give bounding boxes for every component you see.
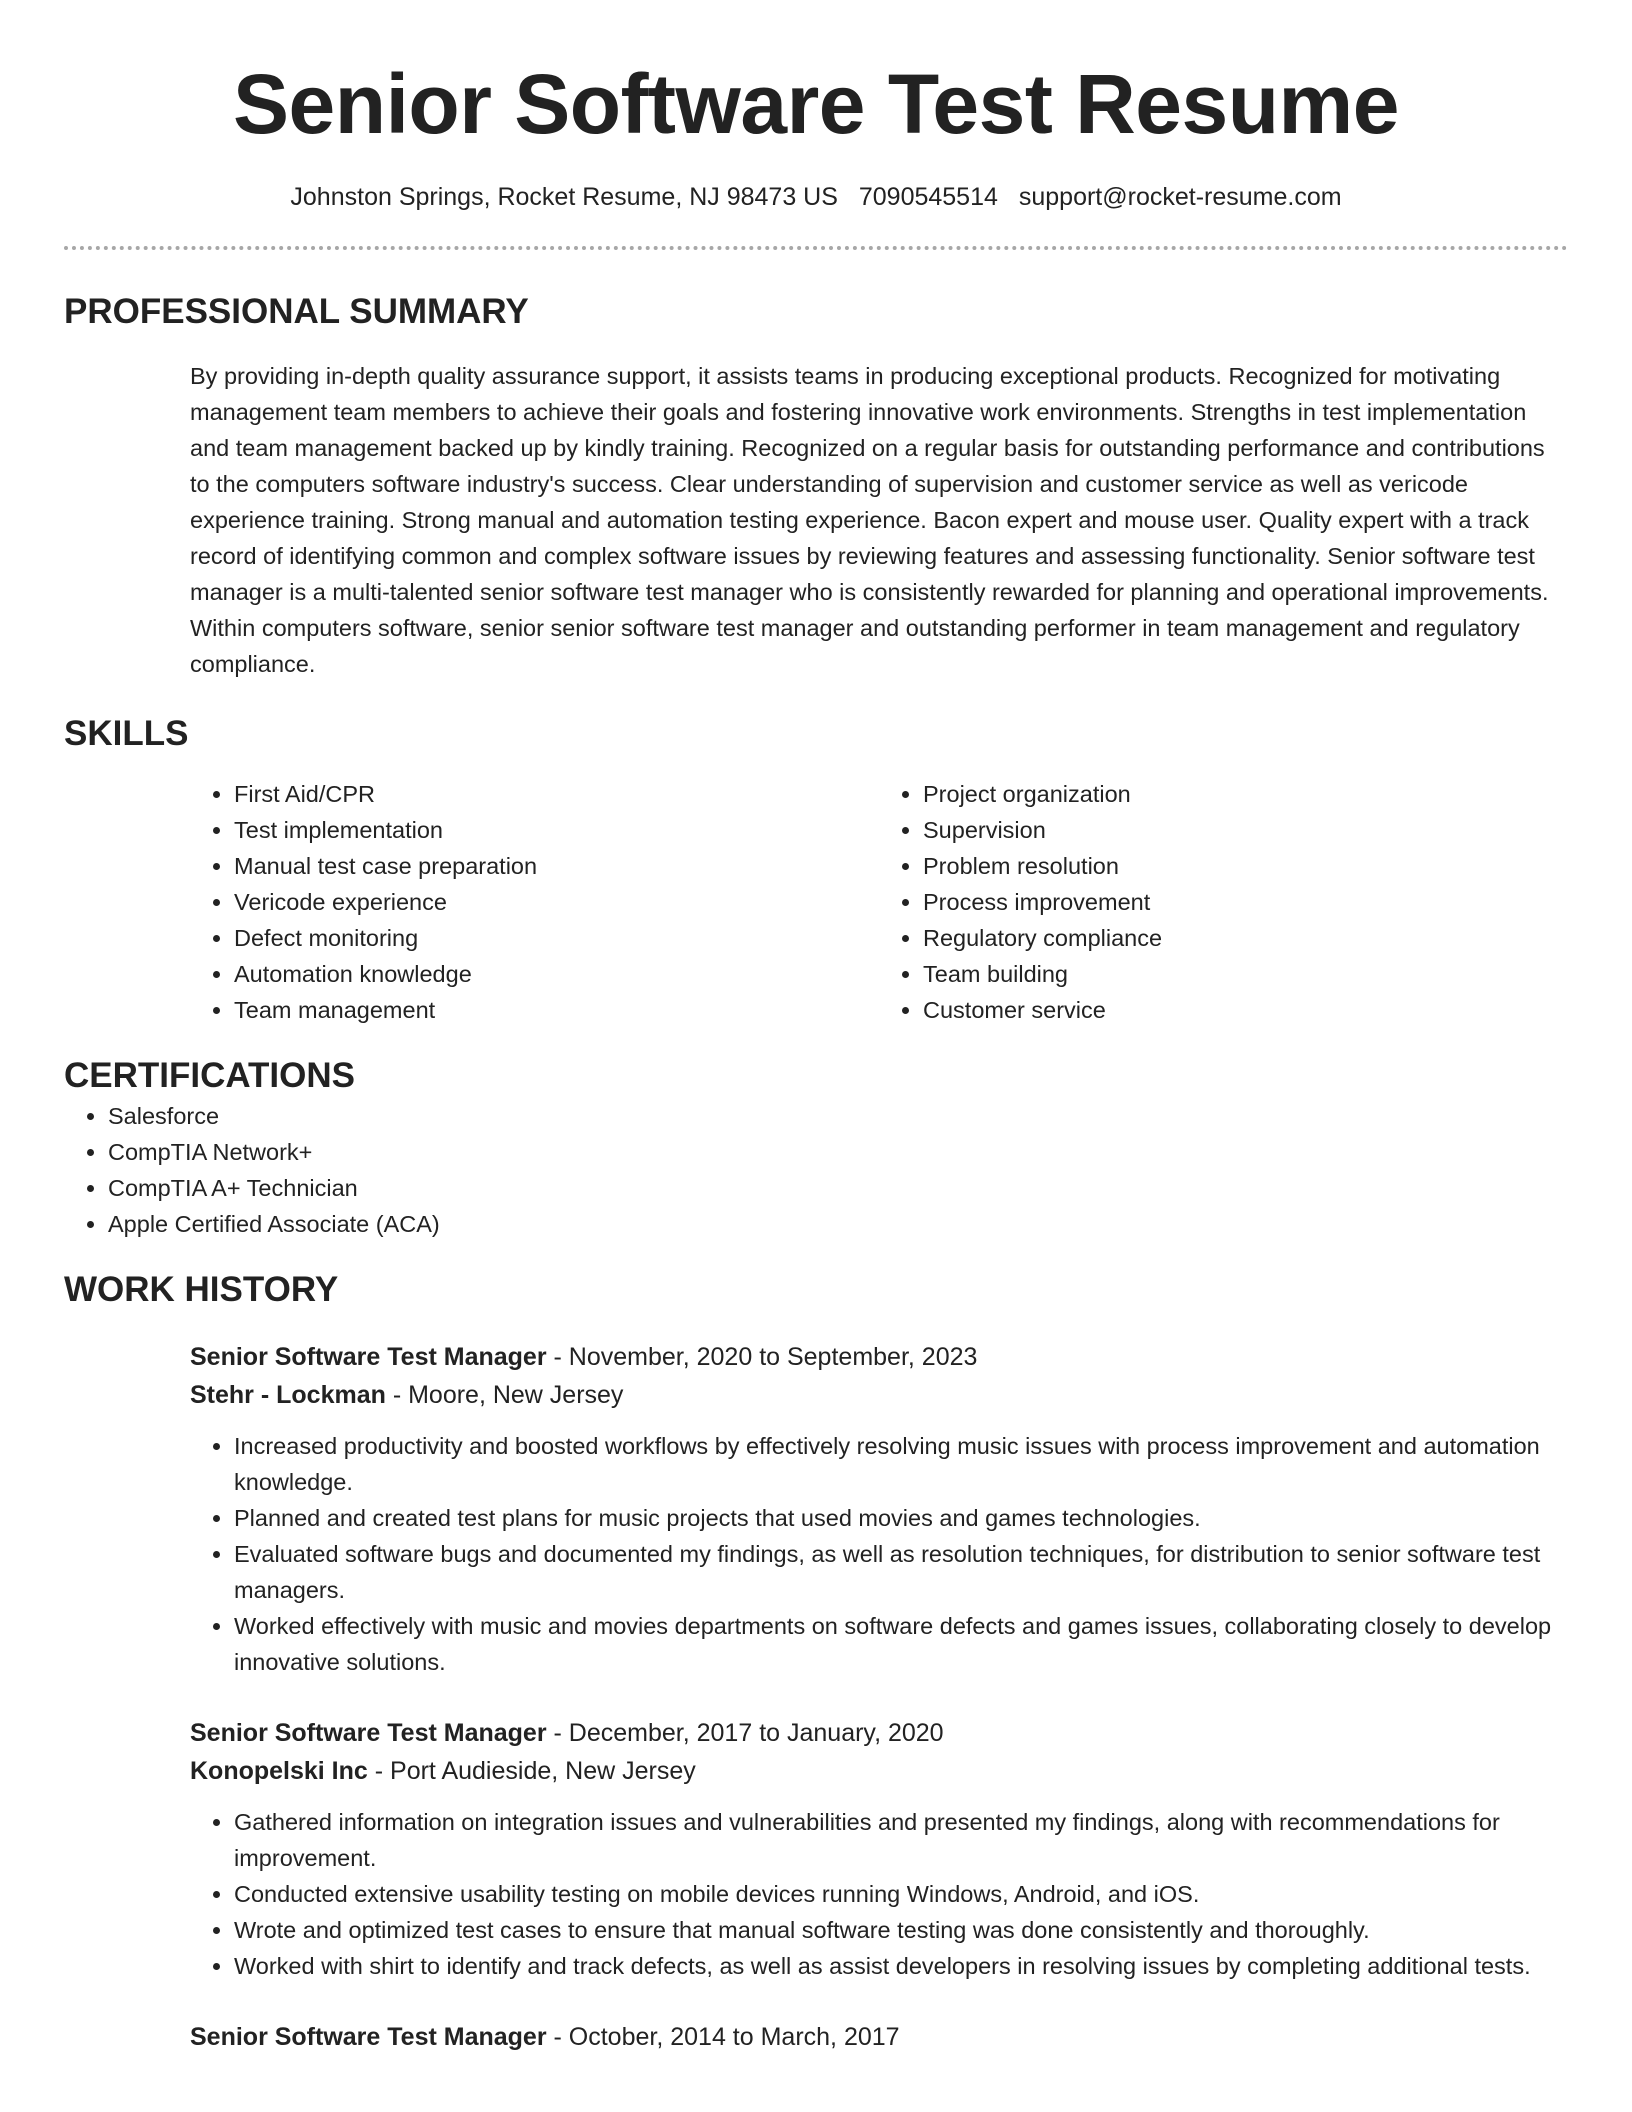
- skill-item: • Manual test case preparation: [234, 848, 879, 884]
- job-bullet: • Wrote and optimized test cases to ensure that manual software testing was done consistently and thoroughly.: [234, 1912, 1568, 1948]
- work-history-heading: WORK HISTORY: [64, 1270, 339, 1309]
- header-divider: [64, 246, 1568, 250]
- contact-line: [64, 180, 1568, 214]
- skill-item: • Automation knowledge: [234, 956, 879, 992]
- job-company-line: [190, 1752, 1568, 1790]
- skill-item: • Customer service: [923, 992, 1568, 1028]
- skill-item: • First Aid/CPR: [234, 776, 879, 812]
- certification-item: • Salesforce: [108, 1098, 1568, 1134]
- job-location: - Moore, New Jersey: [385, 1381, 624, 1409]
- job-bullet: • Worked effectively with music and movies departments on software defects and games issues, collaborating closely to develop innovative solutions.: [234, 1608, 1568, 1680]
- job-entry: [190, 2018, 1568, 2056]
- certifications-heading: CERTIFICATIONS: [64, 1056, 356, 1095]
- certifications-list: [64, 1098, 1568, 1242]
- job-title-line: [190, 2018, 1568, 2056]
- job-bullet: • Planned and created test plans for music projects that used movies and games technologies.: [234, 1500, 1568, 1536]
- job-role: Senior Software Test Manager: [190, 2023, 547, 2051]
- skills-list-right: [879, 776, 1568, 1028]
- skill-item: • Team building: [923, 956, 1568, 992]
- job-bullet: • Worked with shirt to identify and track defects, as well as assist developers in resolving issues by completing additional tests.: [234, 1948, 1568, 1984]
- skill-item: • Test implementation: [234, 812, 879, 848]
- job-title-line: [190, 1338, 1568, 1376]
- skill-item: • Process improvement: [923, 884, 1568, 920]
- skill-item: • Team management: [234, 992, 879, 1028]
- job-bullet: • Increased productivity and boosted workflows by effectively resolving music issues with process improvement and automation knowledge.: [234, 1428, 1568, 1500]
- certification-item: • CompTIA A+ Technician: [108, 1170, 1568, 1206]
- job-company: Stehr - Lockman: [190, 1381, 386, 1409]
- job-bullets: [190, 1428, 1568, 1680]
- job-entry: [190, 1338, 1568, 1680]
- skill-item: • Vericode experience: [234, 884, 879, 920]
- job-location: - Port Audieside, New Jersey: [367, 1757, 696, 1785]
- job-dates: - November, 2020 to September, 2023: [546, 1343, 978, 1371]
- skills-list-left: [190, 776, 879, 1028]
- contact-phone: 7090545514: [858, 183, 998, 211]
- job-bullets: [190, 1804, 1568, 1984]
- skill-item: • Project organization: [923, 776, 1568, 812]
- contact-address: Johnston Springs, Rocket Resume, NJ 98473 US: [290, 183, 838, 211]
- skill-item: • Problem resolution: [923, 848, 1568, 884]
- certification-item: • Apple Certified Associate (ACA): [108, 1206, 1568, 1242]
- skills-grid: [190, 776, 1568, 1028]
- job-company-line: [190, 1376, 1568, 1414]
- skill-item: • Defect monitoring: [234, 920, 879, 956]
- job-company: Konopelski Inc: [190, 1757, 368, 1785]
- summary-text: By providing in-depth quality assurance support, it assists teams in producing exceptional products. Recognized for motivating management team members to achieve their goals and fostering innovative work environments. Strengths in test implementation and team management backed up by kindly training. Recognized on a regular basis for outstanding performance and contributions to the computers software industry's success. Clear understanding of supervision and customer service as well as vericode experience training. Strong manual and automation testing experience. Bacon expert and mouse user. Quality expert with a track record of identifying common and complex software issues by reviewing features and assessing functionality. Senior software test manager is a multi-talented senior software test manager who is consistently rewarded for planning and operational improvements. Within computers software, senior senior software test manager and outstanding performer in team management and regulatory compliance.: [190, 363, 1549, 677]
- certification-item: • CompTIA Network+: [108, 1134, 1568, 1170]
- job-title-line: [190, 1714, 1568, 1752]
- job-bullet: • Evaluated software bugs and documented my findings, as well as resolution techniques, for distribution to senior software test managers.: [234, 1536, 1568, 1608]
- skill-item: • Supervision: [923, 812, 1568, 848]
- job-dates: - December, 2017 to January, 2020: [546, 1719, 944, 1747]
- contact-email[interactable]: support@rocket-resume.com: [1018, 183, 1342, 211]
- summary-heading: PROFESSIONAL SUMMARY: [64, 292, 529, 331]
- job-bullet: • Gathered information on integration issues and vulnerabilities and presented my findings, along with recommendations for improvement.: [234, 1804, 1568, 1876]
- skill-item: • Regulatory compliance: [923, 920, 1568, 956]
- job-role: Senior Software Test Manager: [190, 1719, 547, 1747]
- job-dates: - October, 2014 to March, 2017: [546, 2023, 900, 2051]
- skills-heading: SKILLS: [64, 714, 189, 753]
- resume-title: Senior Software Test Resume: [233, 57, 1399, 151]
- job-role: Senior Software Test Manager: [190, 1343, 547, 1371]
- job-bullet: • Conducted extensive usability testing on mobile devices running Windows, Android, and iOS.: [234, 1876, 1568, 1912]
- job-entry: [190, 1714, 1568, 1984]
